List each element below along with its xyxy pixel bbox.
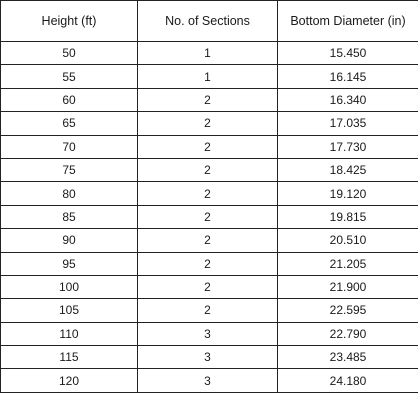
cell-sections: 2 (138, 275, 278, 298)
cell-height: 90 (1, 229, 138, 252)
header-sections: No. of Sections (138, 1, 278, 42)
cell-sections: 3 (138, 346, 278, 369)
table-row (1, 135, 418, 158)
cell-bottom-diameter: 21.900 (278, 275, 418, 298)
cell-height: 65 (1, 112, 138, 135)
cell-height: 50 (1, 42, 138, 65)
cell-height: 95 (1, 252, 138, 275)
table-row (1, 322, 418, 345)
table-row (1, 252, 418, 275)
table-row (1, 229, 418, 252)
cell-height: 115 (1, 346, 138, 369)
cell-bottom-diameter: 22.790 (278, 322, 418, 345)
cell-bottom-diameter: 21.205 (278, 252, 418, 275)
cell-bottom-diameter: 16.340 (278, 88, 418, 111)
cell-sections: 2 (138, 88, 278, 111)
header-row (1, 1, 418, 42)
cell-sections: 2 (138, 299, 278, 322)
cell-bottom-diameter: 15.450 (278, 42, 418, 65)
cell-height: 60 (1, 88, 138, 111)
cell-bottom-diameter: 17.035 (278, 112, 418, 135)
cell-sections: 2 (138, 229, 278, 252)
cell-bottom-diameter: 22.595 (278, 299, 418, 322)
cell-sections: 1 (138, 65, 278, 88)
cell-height: 55 (1, 65, 138, 88)
cell-sections: 1 (138, 42, 278, 65)
cell-height: 110 (1, 322, 138, 345)
cell-bottom-diameter: 16.145 (278, 65, 418, 88)
table-row (1, 112, 418, 135)
table-row (1, 369, 418, 392)
cell-bottom-diameter: 20.510 (278, 229, 418, 252)
cell-sections: 2 (138, 112, 278, 135)
cell-sections: 2 (138, 158, 278, 181)
cell-sections: 2 (138, 182, 278, 205)
table-row (1, 205, 418, 228)
cell-bottom-diameter: 19.815 (278, 205, 418, 228)
table-body (1, 42, 418, 393)
table-header (1, 1, 418, 42)
table-row (1, 346, 418, 369)
table-row (1, 275, 418, 298)
cell-height: 70 (1, 135, 138, 158)
cell-height: 85 (1, 205, 138, 228)
cell-bottom-diameter: 17.730 (278, 135, 418, 158)
cell-bottom-diameter: 23.485 (278, 346, 418, 369)
cell-sections: 3 (138, 369, 278, 392)
header-bottom-diameter: Bottom Diameter (in) (278, 1, 418, 42)
header-height: Height (ft) (1, 1, 138, 42)
cell-bottom-diameter: 19.120 (278, 182, 418, 205)
table-row (1, 299, 418, 322)
cell-sections: 2 (138, 205, 278, 228)
cell-sections: 2 (138, 252, 278, 275)
cell-sections: 3 (138, 322, 278, 345)
cell-bottom-diameter: 24.180 (278, 369, 418, 392)
cell-height: 100 (1, 275, 138, 298)
table-row (1, 42, 418, 65)
cell-sections: 2 (138, 135, 278, 158)
cell-height: 120 (1, 369, 138, 392)
cell-height: 75 (1, 158, 138, 181)
cell-bottom-diameter: 18.425 (278, 158, 418, 181)
table-row (1, 182, 418, 205)
table-row (1, 65, 418, 88)
cell-height: 105 (1, 299, 138, 322)
table-row (1, 88, 418, 111)
table-row (1, 158, 418, 181)
cell-height: 80 (1, 182, 138, 205)
